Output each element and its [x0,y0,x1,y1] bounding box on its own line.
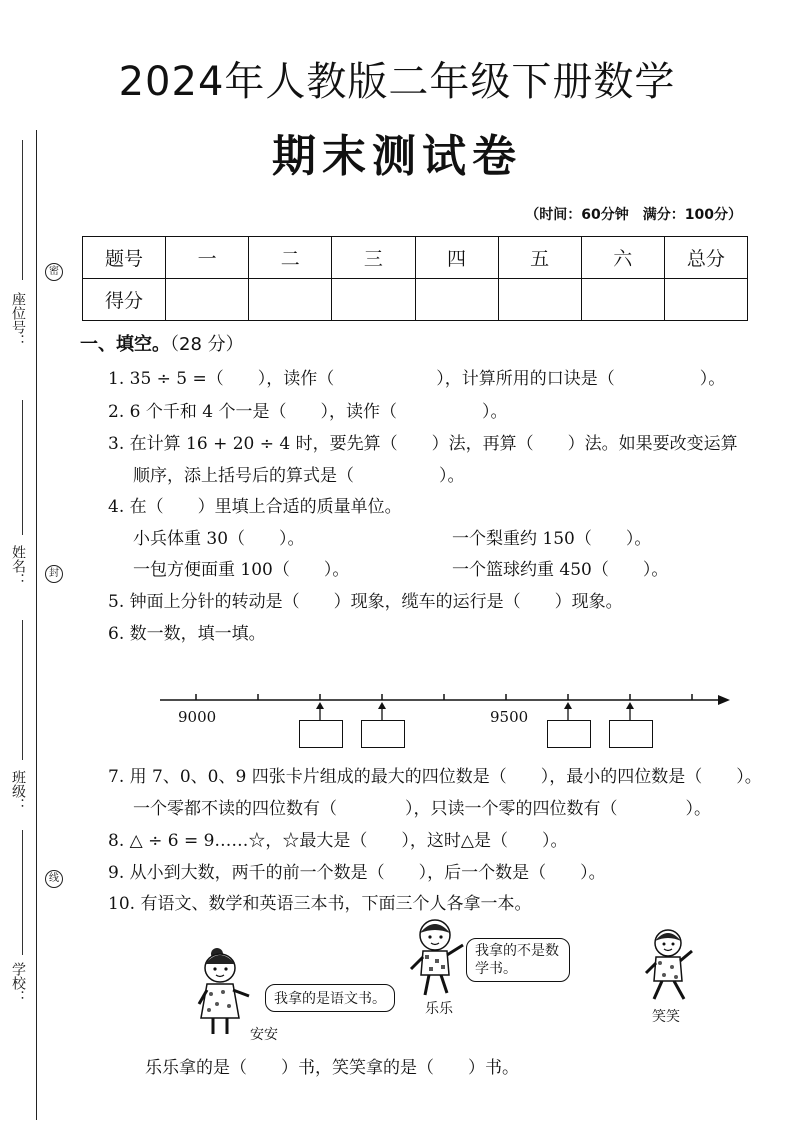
score-cell[interactable] [664,279,747,321]
name-blank [22,400,23,535]
class-label: 班级： [10,770,26,812]
score-cell[interactable] [332,279,415,321]
number-line-arrow [718,695,730,705]
school-blank [22,830,23,955]
answer-box[interactable] [609,720,653,748]
pointer-head [564,702,572,709]
score-header-cell: 总分 [664,237,747,279]
score-header-cell: 三 [332,237,415,279]
pointer-head [626,702,634,709]
score-cell[interactable] [166,279,249,321]
child-xiaoxiao-figure [640,925,700,1010]
question-2: 2. 6 个千和 4 个一是（ ），读作（ ）。 [108,402,508,422]
question-10: 10. 有语文、数学和英语三本书，下面三个人各拿一本。 [108,894,532,914]
name-xiaoxiao: 笑笑 [652,1009,680,1025]
seal-feng: 封 [45,565,63,583]
score-cell[interactable] [581,279,664,321]
number-line [150,680,740,720]
pointer-head [316,702,324,709]
score-cell[interactable] [498,279,581,321]
name-anan: 安安 [250,1027,278,1043]
score-row-label: 得分 [83,279,166,321]
time-info: （时间：60分钟 满分：100分） [525,207,742,223]
question-4a: 小兵体重 30（ ）。 [133,529,305,549]
seat-number-label: 座位号： [10,292,26,348]
answer-box[interactable] [547,720,591,748]
question-10-answer-line: 乐乐拿的是（ ）书，笑笑拿的是（ ）书。 [145,1058,519,1078]
page-subtitle: 期末测试卷 [272,131,522,182]
name-lele: 乐乐 [425,1001,453,1017]
score-header-cell: 题号 [83,237,166,279]
seal-xian: 线 [45,870,63,888]
answer-box[interactable] [299,720,343,748]
section-title: 一、填空。 [80,334,170,355]
question-8: 8. △ ÷ 6 = 9……☆，☆最大是（ ），这时△是（ ）。 [108,831,568,851]
question-5: 5. 钟面上分针的转动是（ ）现象，缆车的运行是（ ）现象。 [108,592,623,612]
speech-bubble-lele: 我拿的不是数学书。 [466,938,570,982]
score-header-cell: 六 [581,237,664,279]
question-7: 7. 用 7、0、0、9 四张卡片组成的最大的四位数是（ ），最小的四位数是（ ）。 [108,767,762,787]
section-points: （28 分） [170,334,244,355]
question-4: 4. 在（ ）里填上合适的质量单位。 [108,497,402,517]
answer-box[interactable] [361,720,405,748]
score-cell[interactable] [415,279,498,321]
boy-lele-figure [405,915,475,1000]
score-header-cell: 二 [249,237,332,279]
score-table [82,236,748,321]
question-3: 3. 在计算 16 + 20 ÷ 4 时，要先算（ ）法，再算（ ）法。如果要改变运算 [108,434,738,454]
question-4b: 一个梨重约 150（ ）。 [452,529,652,549]
cut-line [36,130,37,1120]
number-line-label-9000: 9000 [178,708,217,726]
question-6: 6. 数一数，填一填。 [108,624,266,644]
pointer-head [378,702,386,709]
score-table-header-row [83,237,748,279]
name-label: 姓名： [10,545,26,587]
question-4c: 一包方便面重 100（ ）。 [133,560,350,580]
speech-bubble-anan: 我拿的是语文书。 [265,984,395,1012]
score-header-cell: 四 [415,237,498,279]
question-3-cont: 顺序，添上括号后的算式是（ ）。 [133,466,465,486]
school-label: 学校： [10,962,26,1004]
question-7-cont: 一个零都不读的四位数有（ ），只读一个零的四位数有（ ）。 [133,799,711,819]
seal-mi: 密 [45,263,63,281]
class-blank [22,620,23,760]
section-heading [80,330,244,356]
score-table-score-row [83,279,748,321]
question-9: 9. 从小到大数，两千的前一个数是（ ），后一个数是（ ）。 [108,863,606,883]
number-line-label-9500: 9500 [490,708,529,726]
score-header-cell: 一 [166,237,249,279]
score-cell[interactable] [249,279,332,321]
page-title: 2024年人教版二年级下册数学 [118,59,676,105]
score-header-cell: 五 [498,237,581,279]
question-1: 1. 35 ÷ 5 =（ ），读作（ ），计算所用的口诀是（ ）。 [108,369,726,389]
question-4d: 一个篮球约重 450（ ）。 [452,560,669,580]
